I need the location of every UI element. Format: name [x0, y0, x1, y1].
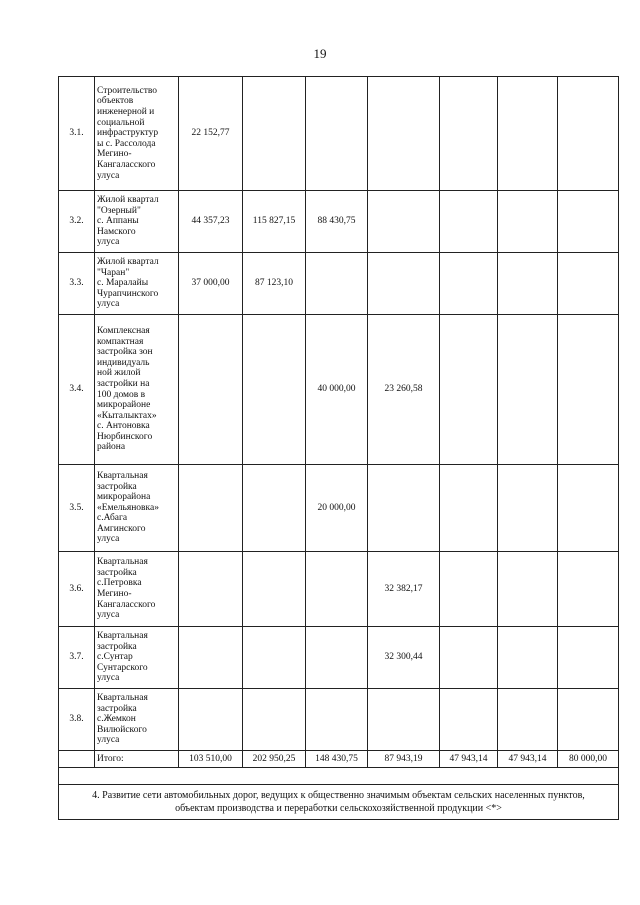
row-name	[95, 253, 179, 315]
row-name-line: Квартальная	[97, 470, 148, 481]
row-value	[179, 689, 243, 751]
row-value	[306, 552, 368, 627]
row-value	[558, 689, 619, 751]
row-name	[95, 552, 179, 627]
row-name-line: Квартальная	[97, 693, 148, 704]
section-heading-row	[59, 785, 619, 820]
row-name-line: Жилой квартал	[97, 257, 159, 268]
row-name	[95, 315, 179, 465]
table-row	[59, 253, 619, 315]
row-name-line: улуса	[97, 735, 120, 746]
row-value	[243, 465, 306, 552]
row-name-line: «Кыталыктах»	[97, 410, 157, 421]
row-name	[95, 191, 179, 253]
row-name-line: с. Маралайы	[97, 278, 149, 289]
row-value	[243, 689, 306, 751]
row-name	[95, 689, 179, 751]
row-name-line: Строительство	[97, 85, 158, 96]
row-number: 3.1.	[59, 77, 95, 191]
row-name-line: с.Сунтар	[97, 652, 133, 663]
row-name-line: Намского	[97, 226, 136, 237]
row-name-line: Кангаласского	[97, 599, 156, 610]
row-value: 37 000,00	[179, 253, 243, 315]
row-value: 40 000,00	[306, 315, 368, 465]
table-row	[59, 77, 619, 191]
row-value	[558, 465, 619, 552]
row-value	[498, 315, 558, 465]
row-value	[498, 552, 558, 627]
row-name-line: застройка	[97, 641, 137, 652]
row-value	[179, 627, 243, 689]
row-value	[368, 465, 440, 552]
row-name-line: Амгинского	[97, 523, 146, 534]
row-value: 20 000,00	[306, 465, 368, 552]
row-name-line: компактная	[97, 336, 144, 347]
row-name-line: Мегино-	[97, 149, 132, 160]
row-value	[558, 552, 619, 627]
row-name-line: с. Аппаны	[97, 216, 139, 227]
row-name-line: «Емельяновка»	[97, 502, 159, 513]
row-value	[498, 253, 558, 315]
spacer-cell	[59, 768, 619, 785]
table-row	[59, 552, 619, 627]
row-name-line: Комплексная	[97, 325, 150, 336]
row-name-line: Мегино-	[97, 589, 132, 599]
row-value: 87 123,10	[243, 253, 306, 315]
row-name-line: объектов	[97, 96, 134, 107]
row-name	[95, 77, 179, 191]
row-value	[243, 315, 306, 465]
row-value	[498, 689, 558, 751]
row-value	[368, 77, 440, 191]
row-value	[440, 627, 498, 689]
row-name-line: улуса	[97, 610, 120, 621]
row-name-line: с.Жемкон	[97, 714, 136, 725]
row-value	[368, 191, 440, 253]
row-value	[558, 253, 619, 315]
row-value: 32 300,44	[368, 627, 440, 689]
row-value	[368, 253, 440, 315]
total-value: 47 943,14	[440, 751, 498, 768]
row-value	[179, 315, 243, 465]
row-value	[243, 627, 306, 689]
row-name-line: индивидуаль	[97, 357, 150, 368]
table-row	[59, 315, 619, 465]
row-number: 3.7.	[59, 627, 95, 689]
row-value	[179, 465, 243, 552]
row-value	[440, 552, 498, 627]
row-number: 3.2.	[59, 191, 95, 253]
row-value	[498, 465, 558, 552]
row-name-line: Квартальная	[97, 631, 148, 642]
row-value: 23 260,58	[368, 315, 440, 465]
row-name-line: микрорайоне	[97, 400, 151, 411]
row-value	[440, 77, 498, 191]
total-row	[59, 751, 619, 768]
row-value	[306, 689, 368, 751]
total-num-cell	[59, 751, 95, 768]
row-number: 3.8.	[59, 689, 95, 751]
row-value	[558, 191, 619, 253]
row-value: 115 827,15	[243, 191, 306, 253]
row-name-line: инженерной и	[97, 107, 155, 118]
row-value	[558, 627, 619, 689]
program-funding-table	[58, 76, 619, 820]
row-name-line: застройка	[97, 703, 137, 714]
row-name-line: улуса	[97, 237, 120, 248]
row-name-line: застройки на	[97, 378, 150, 389]
row-value	[440, 689, 498, 751]
row-value	[306, 627, 368, 689]
row-value	[498, 77, 558, 191]
row-name-line: Вилюйского	[97, 724, 147, 735]
row-name-line: застройка	[97, 567, 137, 578]
row-value: 22 152,77	[179, 77, 243, 191]
row-name-line: 100 домов в	[97, 389, 146, 400]
spacer-row	[59, 768, 619, 785]
table-body	[59, 77, 619, 751]
row-number: 3.5.	[59, 465, 95, 552]
row-value	[243, 77, 306, 191]
row-value	[306, 253, 368, 315]
row-name-line: Кангаласского	[97, 159, 156, 170]
table-row	[59, 689, 619, 751]
row-value	[179, 552, 243, 627]
row-value: 32 382,17	[368, 552, 440, 627]
row-name-line: "Чаран"	[97, 267, 130, 278]
row-name-line: с.Петровка	[97, 578, 142, 589]
row-name-line: улуса	[97, 673, 120, 684]
total-value: 87 943,19	[368, 751, 440, 768]
row-value	[498, 191, 558, 253]
page-number: 19	[313, 46, 327, 61]
row-number: 3.3.	[59, 253, 95, 315]
row-value: 44 357,23	[179, 191, 243, 253]
row-name-line: улуса	[97, 299, 120, 310]
row-number: 3.4.	[59, 315, 95, 465]
row-name-line: с.Абага	[97, 513, 128, 524]
row-value: 88 430,75	[306, 191, 368, 253]
row-name-line: района	[97, 442, 126, 453]
table-row	[59, 191, 619, 253]
total-value: 47 943,14	[498, 751, 558, 768]
row-name-line: Сунтарского	[97, 662, 148, 673]
row-name-line: улуса	[97, 534, 120, 545]
total-value: 202 950,25	[243, 751, 306, 768]
row-name-line: "Озерный"	[97, 205, 141, 216]
row-name-line: микрорайона	[97, 492, 151, 503]
section-heading: 4. Развитие сети автомобильных дорог, ведущих к общественно значимым объектам сельских населенных пунктов, объектам производства и переработки сельскохозяйственной продукции <*>	[59, 785, 619, 820]
row-name-line: ной жилой	[97, 368, 141, 379]
row-value	[440, 253, 498, 315]
row-number: 3.6.	[59, 552, 95, 627]
row-name-line: Нюрбинского	[97, 431, 153, 442]
row-value	[558, 315, 619, 465]
row-value	[558, 77, 619, 191]
row-value	[440, 315, 498, 465]
table-row	[59, 627, 619, 689]
row-name-line: застройка зон	[97, 347, 153, 358]
row-name-line: застройка	[97, 481, 137, 492]
row-name	[95, 465, 179, 552]
row-name-line: ы с. Рассолода	[97, 138, 156, 149]
row-name-line: Жилой квартал	[97, 195, 159, 206]
row-name	[95, 627, 179, 689]
row-name-line: Квартальная	[97, 557, 148, 568]
row-name-line: Чурапчинского	[97, 288, 159, 299]
row-name-line: с. Антоновка	[97, 421, 150, 432]
row-value	[440, 191, 498, 253]
row-value	[498, 627, 558, 689]
row-value	[440, 465, 498, 552]
total-value: 103 510,00	[179, 751, 243, 768]
row-name-line: социальной	[97, 117, 145, 128]
row-name-line: улуса	[97, 170, 120, 181]
total-label: Итого:	[95, 751, 179, 768]
row-value	[306, 77, 368, 191]
total-value: 80 000,00	[558, 751, 619, 768]
total-value: 148 430,75	[306, 751, 368, 768]
table-row	[59, 465, 619, 552]
row-value	[368, 689, 440, 751]
row-value	[243, 552, 306, 627]
row-name-line: инфраструктур	[97, 128, 159, 139]
